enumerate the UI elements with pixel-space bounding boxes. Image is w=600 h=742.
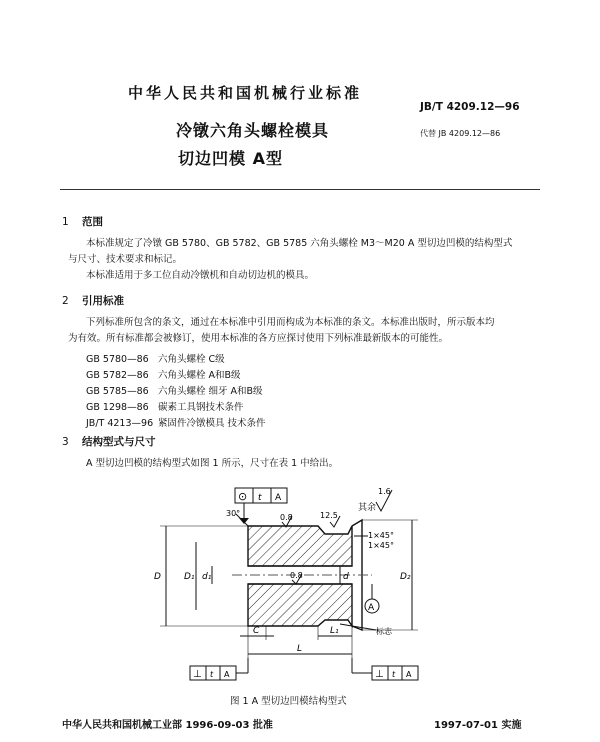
- reference-item: [86, 415, 266, 429]
- dim-L-label: L: [297, 644, 303, 654]
- section-1-para2: 本标准适用于多工位自动冷镦机和自动切边机的模具。: [86, 270, 315, 281]
- roughness-left-label: 0.8: [280, 513, 293, 522]
- perpendicularity-icon: ⊥: [193, 669, 202, 680]
- dim-L1-label: L₁: [330, 626, 339, 636]
- section-2-title: 引用标准: [82, 295, 124, 307]
- roughness-right-label: 12.5: [320, 511, 338, 520]
- marking-label: 标志: [376, 627, 392, 636]
- standard-number: JB/T 4209.12—96: [420, 101, 520, 113]
- dim-D1-label: D₁: [184, 572, 195, 582]
- reference-title: 六角头螺栓 C级: [158, 354, 225, 365]
- datum-a-label: A: [368, 603, 375, 613]
- section-3-title: 结构型式与尺寸: [82, 436, 156, 448]
- die-upper-wall: [248, 526, 352, 566]
- section-2-heading: [62, 293, 124, 308]
- chamfer-label-2: 1×45°: [368, 541, 394, 550]
- document-subtitle: 切边凹模 A型: [178, 149, 283, 168]
- issuing-organization: 中华人民共和国机械行业标准: [128, 84, 363, 102]
- chamfer-label-1: 1×45°: [368, 531, 394, 540]
- bore-roughness-label: 0.8: [290, 571, 303, 580]
- figure-1-caption: 图 1 A 型切边凹模结构型式: [230, 696, 347, 707]
- reference-title: 六角头螺栓 细牙 A和B级: [158, 386, 263, 397]
- reference-item: [86, 367, 241, 381]
- reference-title: 碳素工具钢技术条件: [158, 402, 244, 413]
- implementation-date: 1997-07-01 实施: [434, 720, 522, 731]
- section-3-number: 3: [62, 436, 69, 448]
- cone-angle-label: 30°: [226, 509, 241, 518]
- reference-code: GB 5785—86: [86, 386, 149, 397]
- reference-code: JB/T 4213—96: [86, 418, 154, 429]
- section-2-para-line1: 下列标准所包含的条文，通过在本标准中引用而构成为本标准的条文。本标准出版时，所示版本均: [86, 317, 495, 328]
- section-1-para1-line2: 与尺寸、技术要求和标记。: [68, 254, 183, 265]
- approval-line: 中华人民共和国机械工业部 1996-09-03 批准: [62, 720, 273, 731]
- datum-ref-label: A: [275, 493, 282, 503]
- concentricity-icon: ⊙: [238, 490, 248, 503]
- reference-code: GB 1298—86: [86, 402, 149, 413]
- dim-C-label: C: [253, 626, 260, 636]
- document-title: 冷镦六角头螺栓模具: [176, 121, 330, 140]
- perp-t-right: t: [392, 670, 396, 679]
- tolerance-value-label: t: [258, 493, 262, 503]
- general-roughness-label: 1.6: [378, 487, 391, 496]
- perp-datum-left: A: [224, 670, 230, 679]
- section-2-number: 2: [62, 295, 69, 307]
- section-2-para-line2: 为有效。所有标准都会被修订，使用本标准的各方应探讨使用下列标准最新版本的可能性。: [68, 333, 449, 344]
- perpendicularity-icon: ⊥: [375, 669, 384, 680]
- reference-code: GB 5782—86: [86, 370, 149, 381]
- reference-title: 六角头螺栓 A和B级: [158, 370, 241, 381]
- dim-D-label: D: [154, 572, 161, 582]
- perp-datum-right: A: [406, 670, 412, 679]
- section-1-para1-line1: 本标准规定了冷镦 GB 5780、GB 5782、GB 5785 六角头螺栓 M3～M20 A 型切边凹模的结构型式: [86, 238, 513, 249]
- dim-D2-label: D₂: [400, 572, 411, 582]
- reference-title: 紧固件冷镦模具 技术条件: [158, 418, 266, 429]
- die-lower-wall: [248, 584, 352, 626]
- figure-1-drawing: [140, 480, 460, 686]
- dim-d-label: d: [343, 572, 349, 582]
- replaces-standard: 代替 JB 4209.12—86: [420, 129, 501, 138]
- section-3-para: A 型切边凹模的结构型式如图 1 所示，尺寸在表 1 中给出。: [86, 458, 339, 469]
- section-1-heading: [62, 214, 103, 229]
- section-3-heading: [62, 434, 156, 449]
- reference-code: GB 5780—86: [86, 354, 149, 365]
- reference-item: [86, 351, 225, 365]
- reference-item: [86, 399, 244, 413]
- perp-t-left: t: [210, 670, 214, 679]
- section-1-title: 范围: [82, 216, 103, 228]
- reference-item: [86, 383, 263, 397]
- other-surfaces-label: 其余: [358, 503, 377, 513]
- dim-d1-label: d₁: [202, 572, 212, 582]
- section-1-number: 1: [62, 216, 69, 228]
- header-divider: [60, 189, 540, 190]
